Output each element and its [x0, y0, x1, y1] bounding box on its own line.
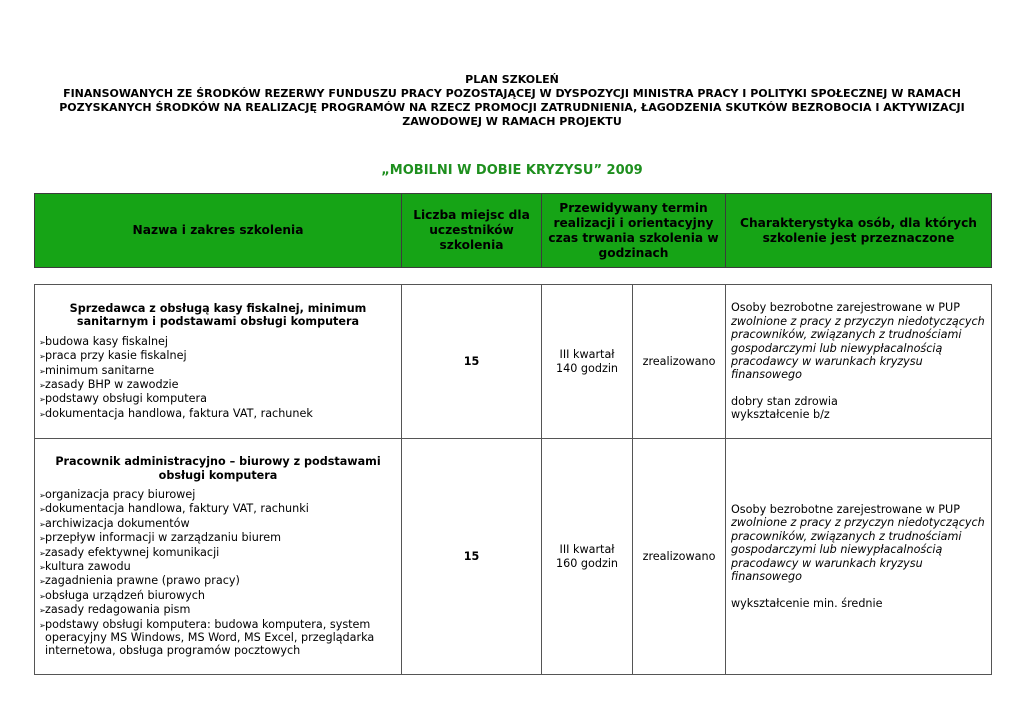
project-title: „MOBILNI W DOBIE KRYZYSU” 2009 [381, 163, 643, 178]
hours: 160 godzin [555, 556, 619, 570]
arrow-bullet-icon: ➢ [39, 591, 46, 601]
list-item: ➢ organizacja pracy biurowej [39, 487, 196, 501]
quarter: III kwartał [559, 348, 615, 362]
quarter: III kwartał [559, 543, 615, 557]
course-title: Sprzedawca z obsługą kasy fiskalnej, minimum sanitarnym i podstawami obsługi komputera [69, 301, 367, 329]
target-condition: zwolnione z pracy z przyczyn niedotyczących pracowników, związanych z trudnościami gospodarczymi lub niewypłacalnością pracodawcy w warunkach kryzysu finansowego [731, 314, 985, 382]
list-item: ➢ kultura zawodu [39, 560, 131, 573]
list-item: ➢ zagadnienia prawne (prawo pracy) [39, 574, 240, 588]
topic-list [40, 488, 396, 658]
list-item: ➢ podstawy obsługi komputera [39, 392, 207, 406]
column-header-name: Nazwa i zakres szkolenia [35, 194, 402, 268]
course-title: Pracownik administracyjno – biurowy z podstawami obsługi komputera [55, 455, 381, 482]
list-item: ➢ podstawy obsługi komputera: budowa komputera, system operacyjny MS Windows, MS Word, MS Excel, przeglądarka internetowa, obsługa programów pocztowych [39, 617, 375, 658]
document-header [40, 73, 984, 129]
list-item: ➢ praca przy kasie fiskalnej [39, 349, 187, 363]
arrow-bullet-icon: ➢ [39, 505, 46, 515]
arrow-bullet-icon: ➢ [39, 519, 46, 529]
target-cell [726, 439, 992, 675]
status: zrealizowano [633, 285, 726, 439]
arrow-bullet-icon: ➢ [39, 337, 46, 347]
column-header-places: Liczba miejsc dla uczestników szkolenia [402, 194, 542, 268]
list-item: ➢ archiwizacja dokumentów [39, 516, 190, 530]
training-table [34, 284, 992, 675]
course-cell [35, 285, 402, 439]
target-condition: zwolnione z pracy z przyczyn niedotyczących pracowników, związanych z trudnościami gospodarczymi lub niewypłacalnością pracodawcy w warunkach kryzysu finansowego [731, 516, 985, 584]
target-requirement: dobry stan zdrowia [731, 394, 838, 408]
arrow-bullet-icon: ➢ [39, 620, 46, 630]
column-header-target: Charakterystyka osób, dla których szkolenie jest przeznaczone [726, 194, 992, 268]
list-item: ➢ zasady BHP w zawodzie [39, 377, 179, 391]
target-education: wykształcenie min. średnie [731, 596, 883, 610]
arrow-bullet-icon: ➢ [39, 395, 46, 405]
arrow-bullet-icon: ➢ [39, 380, 46, 390]
target-main: Osoby bezrobotne zarejestrowane w PUP [731, 301, 960, 315]
list-item: ➢ obsługa urządzeń biurowych [39, 588, 205, 602]
timing-cell [542, 285, 633, 439]
timing-cell [542, 439, 633, 675]
table-row [35, 439, 992, 675]
arrow-bullet-icon: ➢ [39, 409, 46, 419]
list-item: ➢ minimum sanitarne [39, 363, 155, 377]
places-count: 15 [402, 285, 542, 439]
status: zrealizowano [633, 439, 726, 675]
arrow-bullet-icon: ➢ [39, 563, 46, 572]
table-row [35, 285, 992, 439]
target-main: Osoby bezrobotne zarejestrowane w PUP [731, 503, 960, 517]
hours: 140 godzin [555, 361, 619, 375]
arrow-bullet-icon: ➢ [39, 352, 46, 362]
target-education: wykształcenie b/z [731, 408, 830, 422]
list-item: ➢ zasady efektywnej komunikacji [39, 545, 220, 559]
arrow-bullet-icon: ➢ [39, 490, 46, 500]
course-cell [35, 439, 402, 675]
target-cell [726, 285, 992, 439]
column-header-timing: Przewidywany termin realizacji i orientacyjny czas trwania szkolenia w godzinach [542, 194, 726, 268]
list-item: ➢ zasady redagowania pism [39, 603, 191, 617]
list-item: ➢ dokumentacja handlowa, faktura VAT, rachunek [39, 406, 313, 420]
list-item: ➢ budowa kasy fiskalnej [39, 334, 169, 348]
arrow-bullet-icon: ➢ [39, 534, 46, 544]
list-item: ➢ przepływ informacji w zarządzaniu biurem [39, 531, 281, 545]
places-count: 15 [402, 439, 542, 675]
topic-list [40, 335, 396, 421]
arrow-bullet-icon: ➢ [39, 606, 46, 616]
arrow-bullet-icon: ➢ [39, 577, 46, 587]
plan-heading: PLAN SZKOLEŃ [465, 73, 559, 86]
plan-subheading: FINANSOWANYCH ZE ŚRODKÓW REZERWY FUNDUSZU PRACY POZOSTAJĄCEJ W DYSPOZYCJI MINISTRA PRACY I POLITYKI SPOŁECZNEJ W RAMACH POZYSKANYCH ŚRODKÓW NA REALIZACJĘ PROGRAMÓW NA RZECZ PROMOCJI ZATRUDNIENIA, ŁAGODZENIA SKUTKÓW BEZROBOCIA I AKTYWIZACJI ZAWODOWEJ W RAMACH PROJEKTU [59, 87, 965, 128]
column-header-table [34, 193, 992, 268]
arrow-bullet-icon: ➢ [39, 548, 46, 558]
arrow-bullet-icon: ➢ [39, 366, 46, 376]
list-item: ➢ dokumentacja handlowa, faktury VAT, rachunki [39, 502, 309, 516]
